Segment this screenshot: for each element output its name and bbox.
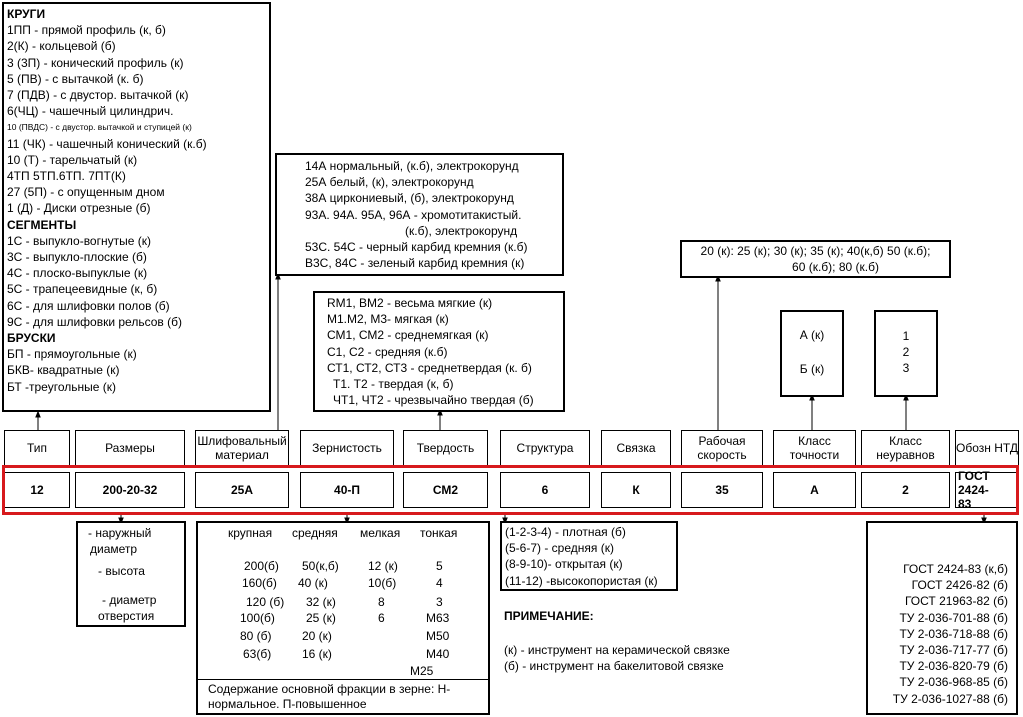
header-label: Зернистость	[312, 441, 382, 455]
value-text: СМ2	[432, 483, 459, 497]
list-item: С1, С2 - средняя (к.б)	[327, 344, 448, 359]
list-item: 5 (ПВ) - с вытачкой (к. б)	[7, 71, 144, 86]
list-item: ГОСТ 2426-82 (б)	[911, 578, 1008, 593]
grain-cell: 6	[378, 611, 385, 625]
selected-row-highlight	[2, 465, 1019, 515]
note-line: (к) - инструмент на керамической связке	[504, 643, 730, 658]
list-item: - диаметр	[102, 592, 157, 607]
grain-cell: 200(б)	[244, 559, 279, 573]
list-item: 1	[902, 329, 910, 343]
col-header: средняя	[292, 526, 338, 540]
header-imbalance	[861, 430, 950, 466]
list-item: - наружный	[88, 526, 152, 540]
heading-krugi: КРУГИ	[7, 7, 46, 21]
list-item: СТ1, СТ2, СТ3 - среднетвердая (к. б)	[327, 360, 532, 375]
header-speed	[681, 430, 763, 466]
note-title: ПРИМЕЧАНИЕ:	[504, 609, 594, 623]
list-item: 4ТП 5ТП.6ТП. 7ПТ(К)	[7, 169, 126, 184]
grain-cell: 20 (к)	[302, 629, 332, 643]
list-item: RM1, ВМ2 - весьма мягкие (к)	[327, 296, 493, 310]
value-text: 200-20-32	[102, 483, 158, 497]
grain-cell: 5	[436, 559, 443, 573]
header-type	[4, 430, 70, 466]
list-item: 60 (к.б); 80 (к.б)	[792, 260, 879, 275]
imbalance-box	[874, 310, 938, 397]
list-item: ТУ 2-036-1027-88 (б)	[892, 691, 1008, 706]
grain-cell: 8	[378, 595, 385, 609]
list-item: ГОСТ 21963-82 (б)	[904, 594, 1008, 609]
list-item: 1 (Д) - Диски отрезные (б)	[7, 201, 151, 216]
list-item: 14А нормальный, (к.б), электрокорунд	[305, 159, 519, 173]
list-item: 1ПП - прямой профиль (к, б)	[7, 23, 166, 38]
value-text: 25А	[230, 483, 253, 497]
list-item: 2(К) - кольцевой (б)	[7, 39, 116, 54]
col-header: мелкая	[360, 526, 401, 540]
grain-footer-text: Содержание основной фракции в зерне: Н-нормальное. П-повышенное	[208, 682, 451, 711]
col-header: крупная	[228, 526, 273, 540]
grain-cell: 4	[436, 576, 443, 590]
list-item: 3	[902, 361, 910, 376]
hardness-box	[313, 291, 565, 412]
header-accuracy	[773, 430, 856, 466]
grain-cell: 40 (к)	[298, 576, 328, 590]
list-item: 3С - выпукло-плоские (б)	[7, 250, 147, 265]
list-item: (к.б), электрокорунд	[405, 223, 518, 238]
value-text: 12	[30, 483, 44, 497]
header-label: Тип	[26, 441, 47, 455]
header-label: Твердость	[416, 441, 475, 455]
speed-box	[680, 240, 951, 278]
list-item: БКВ- квадратные (к)	[7, 363, 120, 378]
grain-cell: 32 (к)	[306, 595, 336, 609]
shapes-box	[2, 2, 271, 412]
accuracy-box	[780, 310, 844, 397]
list-item: 6(ЧЦ) - чашечный цилиндрич.	[7, 104, 174, 119]
list-item: Т1. Т2 - твердая (к, б)	[333, 377, 454, 392]
value-text: ГОСТ 2424-83	[958, 469, 990, 511]
grain-cell: 50(к,б)	[302, 559, 339, 573]
list-item: 27 (5П) - с опущенным дном	[7, 185, 165, 200]
header-label: Связка	[616, 441, 656, 455]
list-item: 11 (ЧК) - чашечный конический (к.б)	[7, 136, 207, 151]
heading-segmenty: СЕГМЕНТЫ	[7, 217, 77, 232]
header-label: Размеры	[105, 441, 155, 455]
list-item: В3С, 84С - зеленый карбид кремния (к)	[305, 256, 525, 271]
grain-cell: 25 (к)	[306, 611, 336, 625]
header-size	[75, 430, 185, 466]
list-item: 20 (к): 25 (к); 30 (к); 35 (к); 40(к,б) 50 (к.б);	[700, 244, 931, 258]
grain-cell: М40	[426, 647, 450, 661]
list-item: 25А белый, (к), электрокорунд	[305, 175, 474, 190]
list-item: (8-9-10)- открытая (к)	[505, 557, 623, 572]
grain-cell: 160(б)	[242, 576, 277, 590]
material-box	[275, 153, 564, 276]
value-text: К	[632, 483, 640, 497]
list-item: А (к)	[799, 328, 825, 342]
grain-cell: М25	[410, 664, 434, 678]
value-text: 6	[541, 483, 549, 497]
list-item: СМ1, СМ2 - среднемягкая (к)	[327, 328, 489, 343]
grain-footer	[198, 679, 490, 715]
list-item: ТУ 2-036-718-88 (б)	[899, 626, 1008, 641]
value-text: 35	[715, 483, 729, 497]
list-item: 93А. 94А. 95А, 96А - хромотитакистый.	[305, 207, 522, 222]
col-header: тонкая	[420, 526, 458, 540]
size-box	[76, 521, 186, 627]
list-item: ТУ 2-036-820-79 (б)	[899, 659, 1008, 674]
list-item: 6С - для шлифовки полов (б)	[7, 298, 170, 313]
list-item: ТУ 2-036-717-77 (б)	[899, 643, 1008, 658]
grain-cell: 100(б)	[240, 611, 275, 625]
header-label: Структура	[516, 441, 574, 455]
header-bond	[601, 430, 671, 466]
list-item: 3 (3П) - конический профиль (к)	[7, 55, 184, 70]
list-item: диаметр	[90, 542, 138, 557]
list-item: БТ -треугольные (к)	[7, 379, 116, 394]
list-item: 7 (ПДВ) - с двустор. вытачкой (к)	[7, 88, 189, 103]
list-item: ТУ 2-036-701-88 (б)	[899, 610, 1008, 625]
value-text: 40-П	[334, 483, 360, 497]
list-item: ГОСТ 2424-83 (к,б)	[903, 562, 1008, 576]
list-item: (11-12) -высокопористая (к)	[505, 573, 658, 588]
list-item: ЧТ1, ЧТ2 - чрезвычайно твердая (б)	[333, 393, 534, 408]
header-label: Класс точности	[789, 434, 840, 462]
ntd-box	[866, 521, 1018, 715]
list-item: Б (к)	[799, 362, 825, 377]
list-item: (5-6-7) - средняя (к)	[505, 541, 614, 556]
list-item: (1-2-3-4) - плотная (б)	[505, 525, 626, 539]
value-text: 2	[902, 483, 909, 497]
list-item: 1С - выпукло-вогнутые (к)	[7, 233, 151, 248]
header-label: Класс неуравнов	[876, 434, 935, 462]
grain-cell: 120 (б)	[246, 595, 285, 609]
grain-box	[196, 521, 490, 715]
header-hardness	[403, 430, 488, 466]
list-item: 5С - трапецеевидные (к, б)	[7, 282, 158, 297]
grain-cell: 3	[436, 595, 443, 609]
grain-cell: 16 (к)	[302, 647, 332, 661]
header-grit	[300, 430, 394, 466]
list-item: 2	[902, 345, 910, 360]
list-item: - высота	[98, 564, 145, 579]
list-item: БП - прямоугольные (к)	[7, 347, 137, 362]
list-item: 38А циркониевый, (б), электрокорунд	[305, 191, 514, 206]
value-text: А	[810, 483, 819, 497]
grain-cell: М63	[426, 611, 450, 625]
grain-cell: 80 (б)	[240, 629, 272, 643]
header-ntd	[955, 430, 1019, 466]
heading-bruski: БРУСКИ	[7, 331, 56, 346]
header-label: Рабочая скорость	[697, 434, 747, 462]
list-item: 4С - плоско-выпуклые (к)	[7, 266, 148, 281]
list-item: 10 (Т) - тарельчатый (к)	[7, 152, 138, 167]
header-label: Шлифовальный материал	[197, 434, 287, 462]
list-item: М1.М2, М3- мягкая (к)	[327, 312, 449, 327]
list-item: 53С. 54С - черный карбид кремния (к.б)	[305, 240, 528, 255]
header-structure	[500, 430, 590, 466]
list-item: ТУ 2-036-968-85 (б)	[899, 675, 1008, 690]
header-label: Обозн НТД	[956, 441, 1018, 455]
list-item: отверстия	[98, 608, 155, 623]
note-line: (б) - инструмент на бакелитовой связке	[504, 659, 724, 674]
grain-cell: 12 (к)	[368, 559, 398, 573]
grain-cell: 10(б)	[368, 576, 397, 590]
grain-cell: 63(б)	[243, 647, 272, 661]
list-item: 10 (ПВДС) - с двустор. вытачкой и ступицей (к)	[7, 122, 192, 133]
grain-cell: М50	[426, 629, 450, 643]
note	[504, 608, 730, 675]
header-material	[195, 430, 289, 466]
structure-box	[500, 521, 678, 591]
list-item: 9С - для шлифовки рельсов (б)	[7, 314, 182, 329]
